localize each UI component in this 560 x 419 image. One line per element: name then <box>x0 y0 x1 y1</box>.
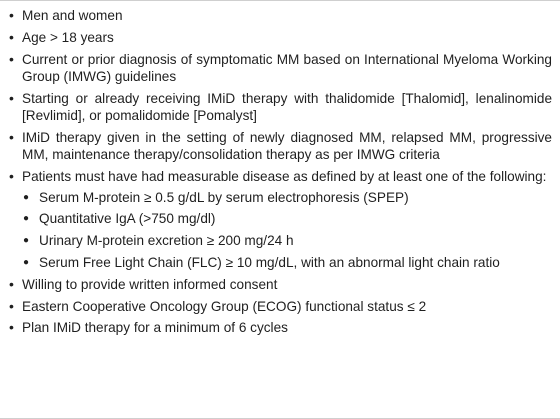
subcriterion-quantitative-iga: ● Quantitative IgA (>750 mg/dl) <box>22 210 552 227</box>
subcriterion-serum-m-protein: ● Serum M-protein ≥ 0.5 g/dL by serum electrophoresis (SPEP) <box>22 189 552 206</box>
subcriterion-urinary-m-protein: ● Urinary M-protein excretion ≥ 200 mg/24 h <box>22 232 552 249</box>
criterion-diagnosis: • Current or prior diagnosis of symptomatic MM based on International Myeloma Working Group (IMWG) guidelines <box>8 51 552 86</box>
criterion-ecog: • Eastern Cooperative Oncology Group (ECOG) functional status ≤ 2 <box>8 298 552 315</box>
criterion-imid-agents: • Starting or already receiving IMiD therapy with thalidomide [Thalomid], lenalinomide [Revlimid], or pomalidomide [Pomalyst] <box>8 90 552 125</box>
subcriterion-serum-flc: ● Serum Free Light Chain (FLC) ≥ 10 mg/dL, with an abnormal light chain ratio <box>22 254 552 271</box>
criterion-cycles: • Plan IMiD therapy for a minimum of 6 cycles <box>8 319 552 336</box>
measurable-disease-intro: Patients must have had measurable disease as defined by at least one of the following: <box>22 169 547 185</box>
criterion-measurable-disease <box>8 168 552 271</box>
criterion-imid-setting: • IMiD therapy given in the setting of newly diagnosed MM, relapsed MM, progressive MM, maintenance therapy/consolidation therapy as per IMWG criteria <box>8 129 552 164</box>
criterion-sex: • Men and women <box>8 7 552 24</box>
measurable-disease-sublist <box>22 189 552 272</box>
criterion-consent: • Willing to provide written informed consent <box>8 276 552 293</box>
criteria-list <box>0 1 560 337</box>
criterion-age: • Age > 18 years <box>8 29 552 46</box>
